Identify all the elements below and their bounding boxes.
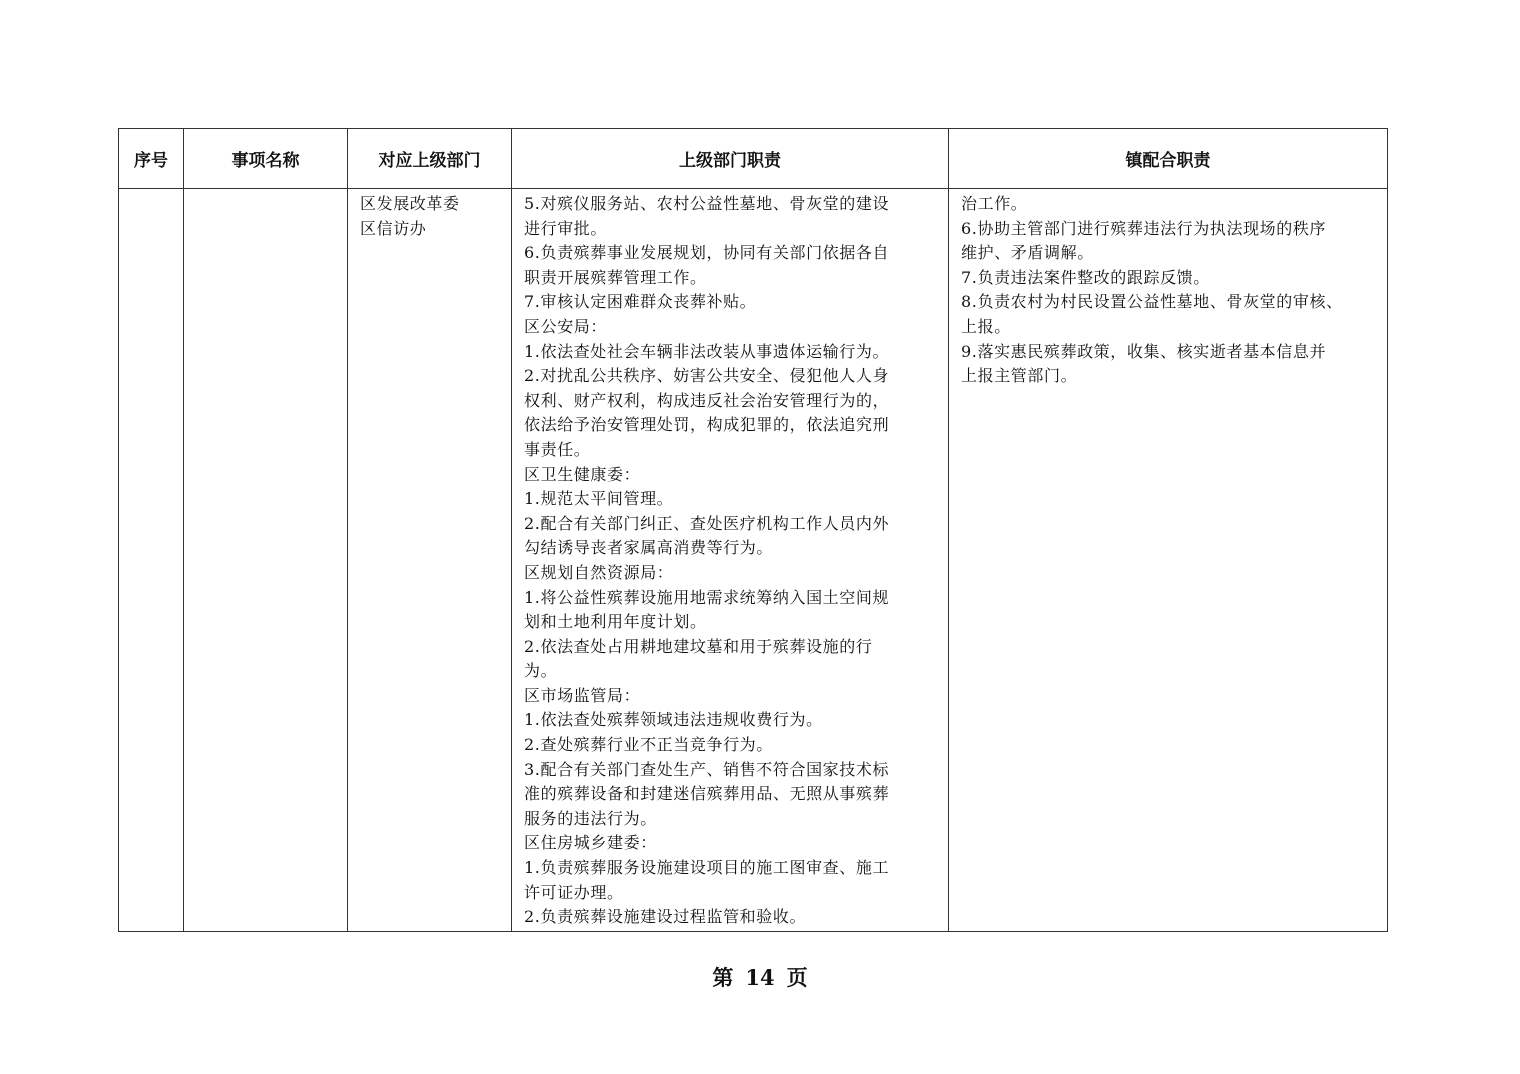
superior-duty-line: 为。: [524, 661, 558, 681]
header-superior-duties: 上级部门职责: [512, 129, 949, 189]
town-duty-line: 7.负责违法案件整改的跟踪反馈。: [961, 267, 1210, 287]
town-duty-line: 8.负责农村为村民设置公益性墓地、骨灰堂的审核、: [961, 292, 1343, 312]
superior-duty-line: 区规划自然资源局：: [524, 562, 674, 582]
superior-duty-line: 进行审批。: [524, 218, 608, 238]
superior-duty-line: 5.对殡仪服务站、农村公益性墓地、骨灰堂的建设: [524, 194, 890, 213]
superior-duty-line: 1.将公益性殡葬设施用地需求统筹纳入国土空间规: [524, 587, 890, 607]
header-department: 对应上级部门: [348, 129, 512, 189]
town-duty-line: 上报。: [961, 316, 1011, 336]
superior-duty-line: 2.查处殡葬行业不正当竞争行为。: [524, 735, 773, 755]
superior-duty-line: 1.负责殡葬服务设施建设项目的施工图审查、施工: [524, 858, 890, 878]
cell-superior-duties: [512, 189, 949, 932]
superior-duty-line: 依法给予治安管理处罚，构成犯罪的，依法追究刑: [524, 415, 890, 435]
page-suffix: 页: [786, 965, 808, 990]
superior-duty-line: 许可证办理。: [524, 882, 624, 902]
superior-duty-line: 1.依法查处社会车辆非法改装从事遗体运输行为。: [524, 341, 890, 361]
department-line: 区发展改革委: [360, 194, 460, 213]
superior-duty-line: 准的殡葬设备和封建迷信殡葬用品、无照从事殡葬: [524, 784, 890, 804]
table-row: [119, 189, 1388, 932]
superior-duty-line: 事责任。: [524, 439, 591, 459]
superior-duty-line: 区公安局：: [524, 316, 608, 336]
page-prefix: 第: [712, 965, 734, 990]
superior-duty-line: 区市场监管局：: [524, 685, 641, 705]
department-line: 区信访办: [360, 218, 427, 238]
town-duty-line: 6.协助主管部门进行殡葬违法行为执法现场的秩序: [961, 218, 1327, 238]
superior-duty-line: 7.审核认定困难群众丧葬补贴。: [524, 292, 757, 312]
superior-duty-list: [513, 190, 947, 930]
superior-duty-line: 1.依法查处殡葬领域违法违规收费行为。: [524, 710, 823, 730]
superior-duty-line: 区卫生健康委：: [524, 464, 641, 484]
header-town-duties: 镇配合职责: [949, 129, 1388, 189]
page-value: 14: [745, 965, 775, 990]
superior-duty-line: 2.对扰乱公共秩序、妨害公共安全、侵犯他人人身: [524, 366, 890, 386]
town-duty-line: 治工作。: [961, 194, 1028, 213]
superior-duty-line: 2.依法查处占用耕地建坟墓和用于殡葬设施的行: [524, 636, 873, 656]
cell-town-duties: [949, 189, 1388, 932]
superior-duty-line: 划和土地利用年度计划。: [524, 612, 707, 632]
header-item-name: 事项名称: [184, 129, 348, 189]
cell-departments: [348, 189, 512, 932]
town-duty-line: 维护、矛盾调解。: [961, 243, 1094, 263]
superior-duty-line: 3.配合有关部门查处生产、销售不符合国家技术标: [524, 759, 890, 779]
superior-duty-line: 勾结诱导丧者家属高消费等行为。: [524, 538, 774, 558]
page-number: [0, 962, 1520, 992]
superior-duty-line: 服务的违法行为。: [524, 808, 657, 828]
table-header-row: [119, 129, 1388, 189]
cell-index: [119, 189, 184, 932]
superior-duty-line: 职责开展殡葬管理工作。: [524, 267, 707, 287]
department-list: [349, 190, 510, 241]
town-duty-list: [950, 190, 1386, 389]
header-index: 序号: [119, 129, 184, 189]
superior-duty-line: 6.负责殡葬事业发展规划，协同有关部门依据各自: [524, 243, 890, 263]
superior-duty-line: 2.负责殡葬设施建设过程监管和验收。: [524, 907, 807, 927]
cell-item-name: [184, 189, 348, 932]
town-duty-line: 9.落实惠民殡葬政策，收集、核实逝者基本信息并: [961, 341, 1327, 361]
superior-duty-line: 区住房城乡建委：: [524, 833, 657, 853]
superior-duty-line: 2.配合有关部门纠正、查处医疗机构工作人员内外: [524, 513, 890, 533]
superior-duty-line: 权利、财产权利，构成违反社会治安管理行为的，: [524, 390, 890, 410]
superior-duty-line: 1.规范太平间管理。: [524, 489, 674, 509]
town-duty-line: 上报主管部门。: [961, 366, 1078, 386]
duty-table: [118, 128, 1388, 932]
